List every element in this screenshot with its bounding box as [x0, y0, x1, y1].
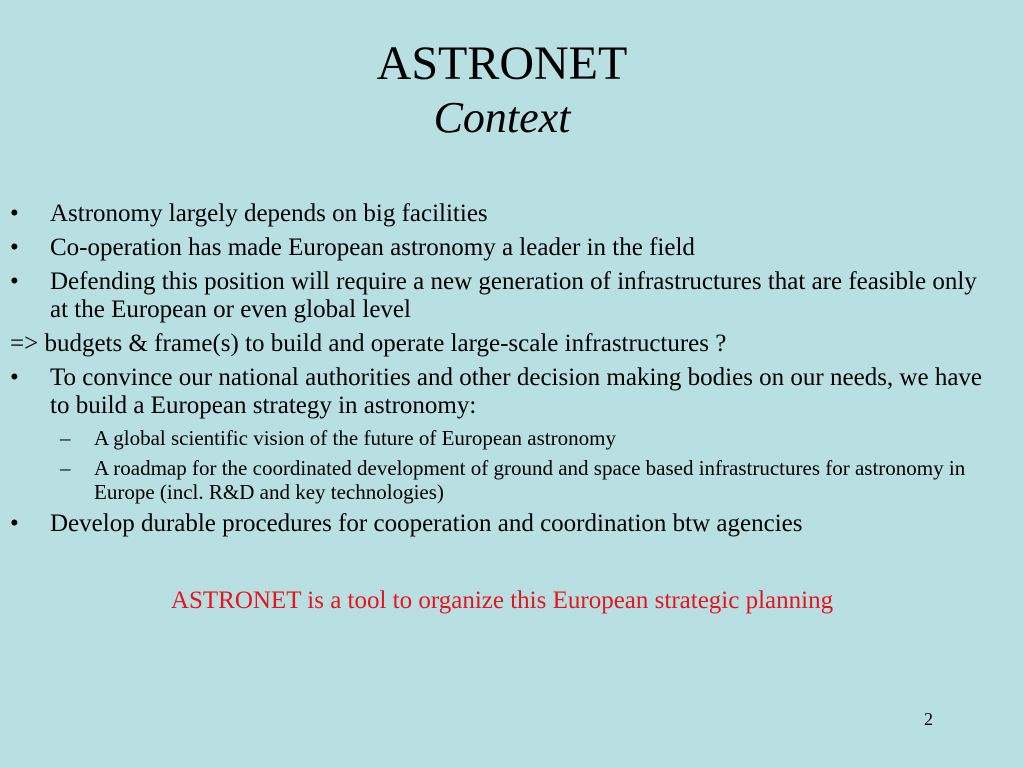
conclusion-text: => budgets & frame(s) to build and operate large-scale infrastructures ?: [10, 330, 727, 357]
bullet-marker: •: [10, 234, 19, 261]
list-item-text: Develop durable procedures for cooperation and coordination btw agencies: [50, 510, 803, 537]
slide-title: ASTRONET: [376, 37, 628, 90]
conclusion-line: [10, 330, 1010, 358]
dash-marker: –: [60, 456, 71, 480]
list-item: [10, 364, 1010, 420]
list-item-text: To convince our national authorities and other decision making bodies on our needs, we have to build a European strategy in astronomy:: [50, 364, 983, 419]
list-item-text: Co-operation has made European astronomy a leader in the field: [50, 234, 695, 261]
bullet-marker: •: [10, 200, 19, 227]
sub-list-item: [10, 426, 1010, 450]
list-item-text: Defending this position will require a new generation of infrastructures that are feasible only at the European or even global level: [50, 268, 977, 323]
bullet-marker: •: [10, 510, 19, 537]
bullet-list: [10, 200, 1010, 544]
sub-list-item-text: A global scientific vision of the future of European astronomy: [94, 426, 616, 450]
bullet-marker: •: [10, 268, 19, 295]
list-item: [10, 510, 1010, 538]
sub-list-item-text: A roadmap for the coordinated development of ground and space based infrastructures for astronomy in Europe (incl. R&D and key technologies): [94, 456, 966, 504]
dash-marker: –: [60, 426, 71, 450]
slide-subtitle: Context: [433, 93, 571, 142]
list-item: [10, 234, 1010, 262]
title-block: [0, 36, 1004, 144]
list-item: [10, 200, 1010, 228]
sub-list-item: [10, 456, 1010, 504]
page-number: 2: [924, 709, 933, 729]
highlight-statement: ASTRONET is a tool to organize this European strategic planning: [170, 587, 834, 614]
list-item-text: Astronomy largely depends on big facilities: [50, 200, 488, 227]
list-item: [10, 268, 1010, 324]
bullet-marker: •: [10, 364, 19, 391]
